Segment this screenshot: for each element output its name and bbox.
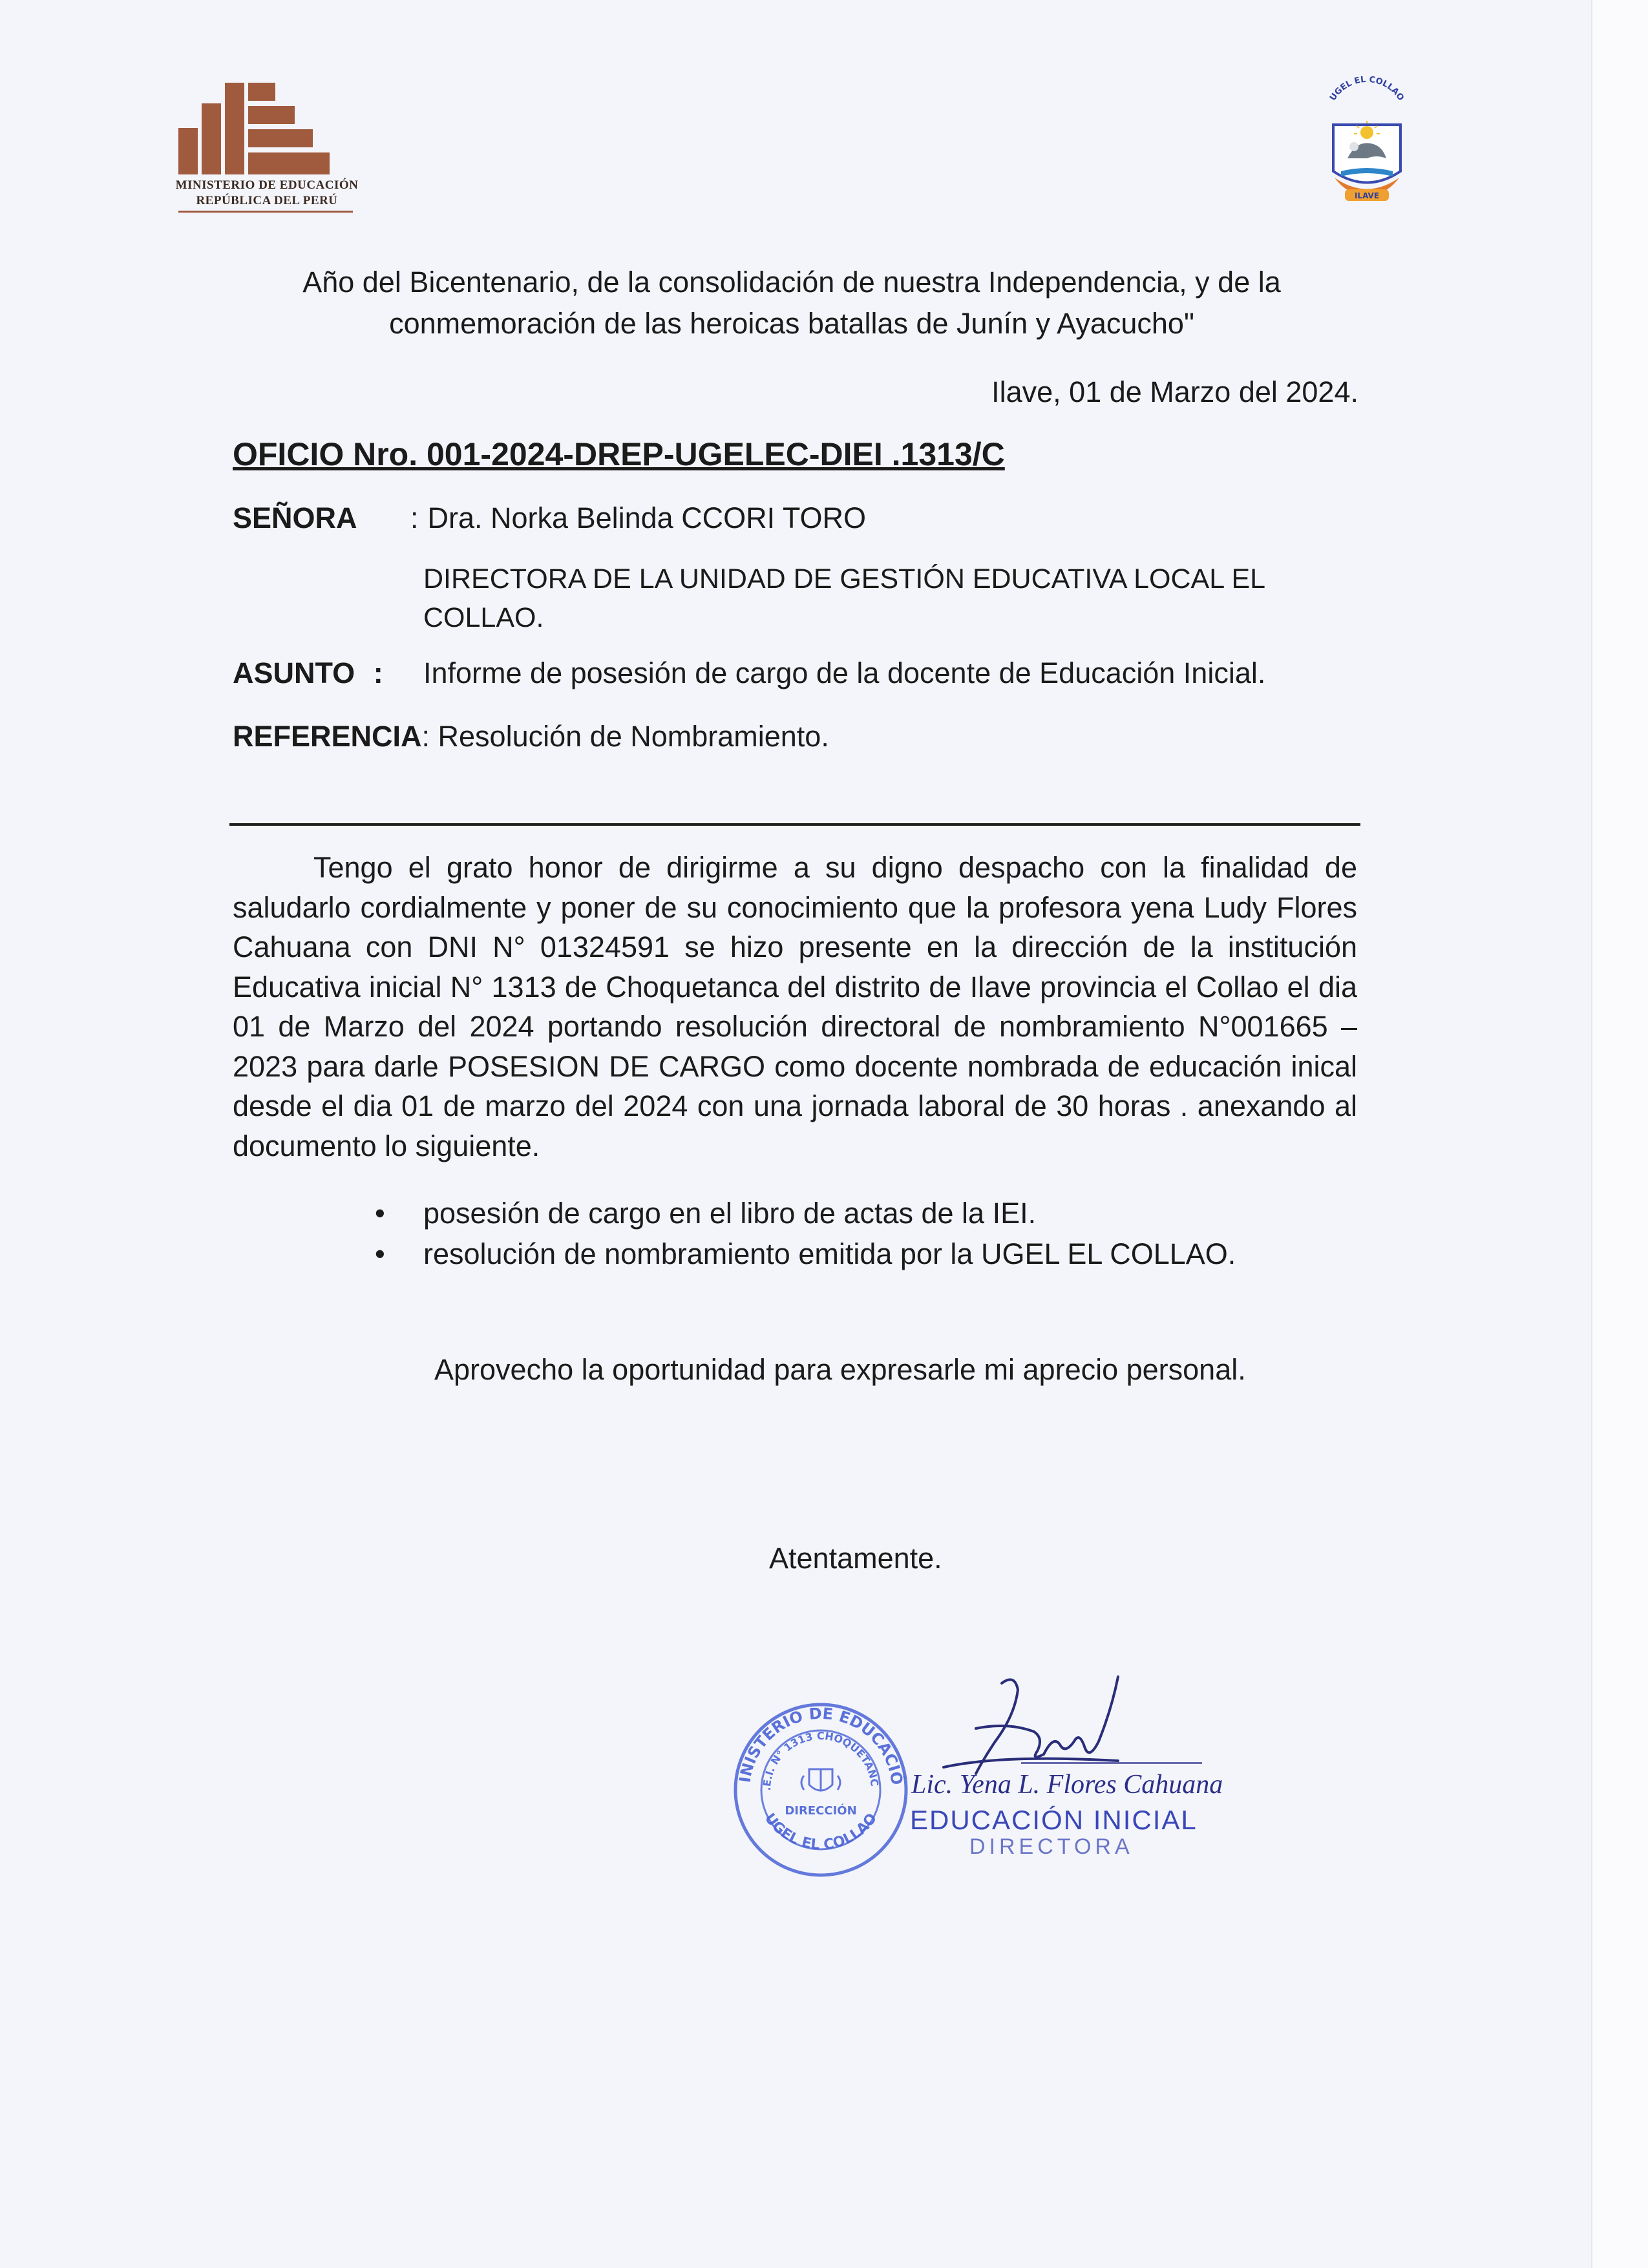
list-item-text: resolución de nombramiento emitida por la UGEL EL COLLAO. [423,1237,1236,1270]
letter-date: Ilave, 01 de Marzo del 2024. [991,375,1358,408]
senora-label: SEÑORA [233,501,357,534]
closing-line: Aprovecho la oportunidad para expresarle mi aprecio personal. [434,1353,1246,1386]
recipient-name-row [410,498,867,539]
asunto-separator: : [373,656,383,689]
oficio-number: OFICIO Nro. 001-2024-DREP-UGELEC-DIEI .1313/C [233,436,1005,472]
official-stamp [730,1699,911,1880]
stamp-ring-top: INISTERIO DE EDUCACIÓ [735,1704,907,1787]
stamp-center: DIRECCIÓN [785,1804,857,1818]
ministry-name: MINISTERIO DE EDUCACIÓN [175,178,359,192]
subject-label-row [233,653,383,694]
list-item [368,1193,1370,1234]
year-motto: Año del Bicentenario, de la consolidación de nuestra Independencia, y de la conmemoración de las heroicas batallas de Junín y Ayacucho" [302,266,1281,340]
bullet-icon: • [375,1197,385,1230]
emblem-bottom-text: ILAVE [1354,191,1380,200]
subject-text: Informe de posesión de cargo de la docente de Educación Inicial. [423,656,1266,689]
stamp-ring-inner: .E.I. N° 1313 CHOQUETANC [760,1729,881,1791]
referencia-text: : Resolución de Nombramiento. [421,720,829,753]
svg-text:MINISTERIO DE EDUCACIÓN [730,1699,907,1786]
stamp-ring-bottom: UGEL EL COLLAO [761,1811,881,1854]
list-item-text: posesión de cargo en el libro de actas de la IEI. [423,1197,1037,1230]
referencia-label: REFERENCIA [233,720,422,753]
ministry-country: REPÚBLICA DEL PERÚ [196,194,338,207]
regards-line: Atentamente. [769,1542,942,1575]
ministry-logo [173,78,361,220]
ugel-emblem [1315,68,1419,207]
header-divider [229,823,1360,826]
reference-row [233,716,829,757]
senora-separator: : [410,501,419,534]
recipient-label-row [233,498,357,539]
signatory-position: DIRECTORA [969,1834,1134,1859]
recipient-name: Dra. Norka Belinda CCORI TORO [427,501,867,534]
list-item [368,1234,1370,1274]
letter-body: Tengo el grato honor de dirigirme a su digno despacho con la finalidad de saludarlo cordialmente y poner de su conocimiento que la profesora yena Ludy Flores Cahuana con DNI N° 01324591 se hizo presente en la dirección de la institución Educativa inicial N° 1313 de Choquetanca del distrito de Ilave provincia el Collao el dia 01 de Marzo del 2024 portando resolución directoral de nombramiento N°001665 – 2023 para darle POSESION DE CARGO como docente nombrada de educación inical desde el dia 01 de marzo del 2024 con una jornada laboral de 30 horas . anexando al documento lo siguiente. [233,851,1357,1162]
recipient-title: DIRECTORA DE LA UNIDAD DE GESTIÓN EDUCATIVA LOCAL EL COLLAO. [423,563,1265,633]
svg-text:UGEL EL COLLAO [1328,75,1406,103]
bullet-icon: • [375,1237,385,1270]
asunto-label: ASUNTO [233,656,355,689]
coat-of-arms-icon [801,1769,840,1790]
signatory-role: EDUCACIÓN INICIAL [910,1805,1198,1835]
attachment-list [368,1193,1370,1274]
emblem-top-text: UGEL EL COLLAO [1328,74,1406,103]
signatory-name: Lic. Yena L. Flores Cahuana [911,1770,1223,1800]
signature-rule [1021,1762,1202,1764]
paper-edge [1591,0,1648,2268]
